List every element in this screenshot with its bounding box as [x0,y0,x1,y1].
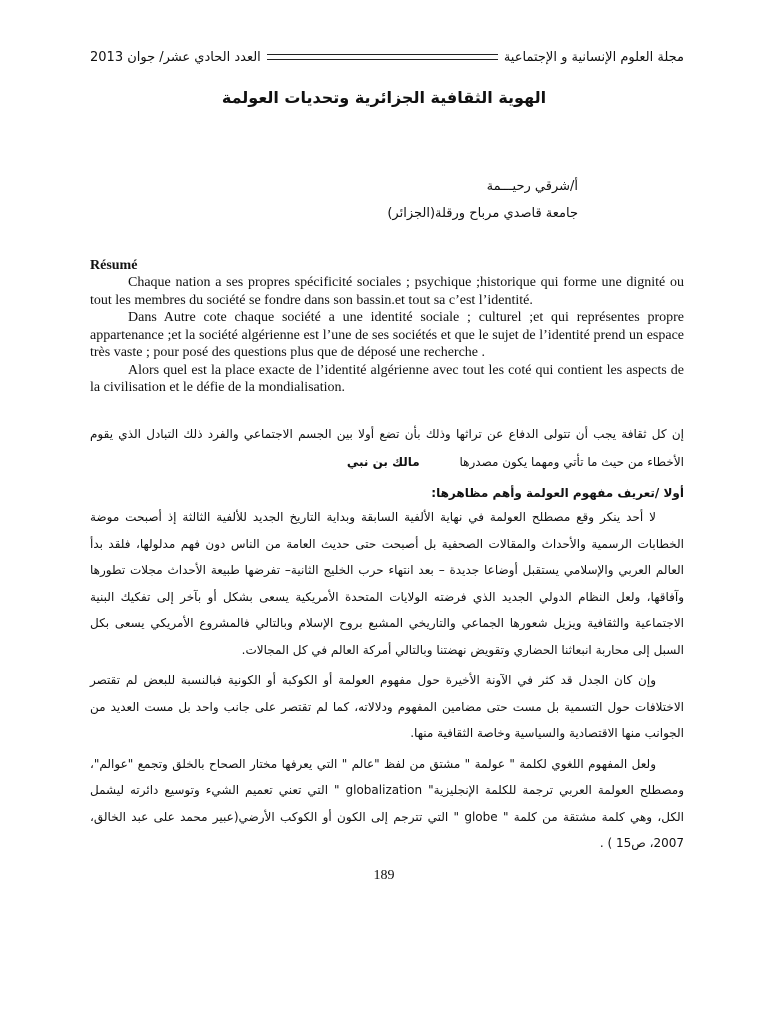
resume-paragraph: Chaque nation a ses propres spécificité sociales ; psychique ;historique qui forme une dignité ou tout les membres du société se fondre dans son bassin.et tout sa c’est l’identité. [90,275,684,308]
author-affiliation: جامعة قاصدي مرباح ورقلة(الجزائر) [387,206,578,221]
resume-paragraph: Alors quel est la place exacte de l’identité algérienne avec tout les coté qui contient les aspects de la civilisation et le défie de la mondialisation. [90,362,684,395]
author-block [178,173,578,227]
intro-quote [90,420,684,476]
resume-heading: Résumé [90,258,138,273]
resume-paragraph: Dans Autre cote chaque société a une identité sociale ; culturel ;et qui représentes propre appartenance ;et la société algérienne est l’une de ses sociétés et que le sujet de l’identité prend un espace très vaste ; pour posé des questions plus que de déposé une recherche . [90,310,684,360]
journal-name: مجلة العلوم الإنسانية و الإجتماعية [503,49,684,65]
main-text [90,504,684,861]
body-paragraph: لا أحد ينكر وقع مصطلح العولمة في نهاية الألفية السابقة وبداية التاريخ الجديد للألفية الثالثة إذ أصبحت موضة الخطابات الرسمية والأحداث والمقالات الصحفية بل أصبحت حتى حديث العامة من الناس دون فهم مدلولها، فلقد بدأ العالم العربي والإسلامي يستقبل أوضاعا جديدة – بعد انتهاء حرب الخليج الثانية– تفرضها طبيعة الأحداث مجلات تطورها وآفاقها، ولعل النظام الدولي الجديد الذي فرضته الولايات المتحدة الأمريكية يسعى بشكل أو بآخر إلى تفكيك البنية الاجتماعية والثقافية ويزيل شعورها الجماعي والتاريخي المشبع بروح الإسلام وبالتالي فالمشروع الأمريكي يسعى بكل السبل إلى محاربة انبعاثنا الحضاري وتقويض نهضتنا وبالتالي أمركة العالم في كل المجالات. [90,510,684,657]
running-header [90,46,684,68]
quote-author: مالك بن نبي [346,455,420,469]
body-paragraph: ولعل المفهوم اللغوي لكلمة " عولمة " مشتق من لفظ "عالم " التي يعرفها مختار الصحاح بالخلق وتجمع "عوالم"، ومصطلح العولمة العربي ترجمة للكلمة الإنجليزية" globalization " التي تعني تعميم الشيء وتوسيع دائرته ليشمل الكل، وهي كلمة مشتقة من كلمة " globe " التي تترجم إلى الكون أو الكوكب الأرضي(عبير محمد على عبد الخالق، 2007، ص15 ) . [90,756,684,850]
section-heading: أولا /تعريف مفهوم العولمة وأهم مظاهرها: [431,486,684,500]
issue-info: العدد الحادي عشر/ جوان 2013 [90,49,261,65]
resume-body [90,274,684,397]
body-paragraph: وإن كان الجدل قد كثر في الآونة الأخيرة حول مفهوم العولمة أو الكوكبة أو الكونية فبالنسبة للبعض لم تقتصر الاختلافات حول التسمية بل مست حتى مضامين المفهوم ودلالاته، كما لم تقتصر على جانب واحد بل مست العديد من الجوانب منها الاقتصادية والسياسية وخاصة الثقافية منها. [90,673,684,740]
intro-text: إن كل ثقافة يجب أن تتولى الدفاع عن تراثها وذلك بأن تضع أولا بين الجسم الاجتماعي والفرد ذلك التبادل الذي يقوم الأخطاء من حيث ما تأتي ومهما يكون مصدرها [90,427,684,469]
article-title: الهوية الثقافية الجزائرية وتحديات العولمة [221,88,547,107]
author-name: أ/شرقي رحيـــمة [486,179,578,194]
header-rule [267,54,498,60]
page-number: 189 [373,868,395,883]
